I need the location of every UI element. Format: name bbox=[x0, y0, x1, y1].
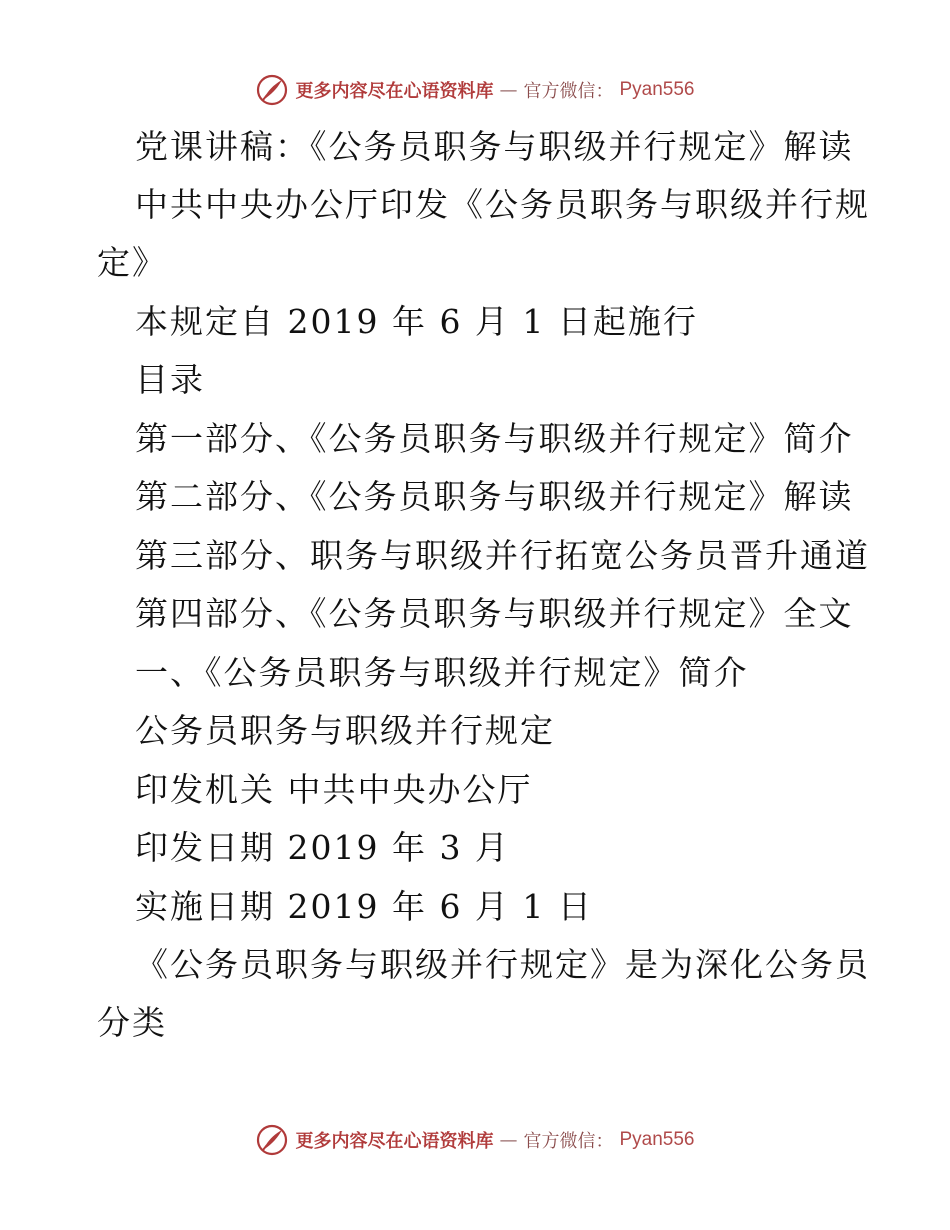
paragraph-line: 《公务员职务与职级并行规定》是为深化公务员 bbox=[135, 945, 870, 984]
paragraph-line: 印发机关 中共中央办公厅 bbox=[135, 770, 533, 809]
header-banner bbox=[0, 70, 950, 110]
quill-pen-logo-icon bbox=[255, 73, 289, 107]
banner-wechat-label: 官方微信： bbox=[523, 1131, 614, 1152]
banner-dash: — bbox=[499, 1129, 518, 1151]
banner-site-text: 更多内容尽在心语资料库 bbox=[295, 1131, 494, 1152]
quill-pen-logo-icon bbox=[255, 1123, 289, 1157]
toc-item: 第三部分、职务与职级并行拓宽公务员晋升通道 bbox=[135, 536, 870, 575]
toc-item: 第一部分、《公务员职务与职级并行规定》简介 bbox=[135, 419, 854, 458]
toc-heading: 目录 bbox=[135, 360, 205, 399]
paragraph-line: 公务员职务与职级并行规定 bbox=[135, 711, 555, 750]
paragraph-line: 中共中央办公厅印发《公务员职务与职级并行规 bbox=[135, 185, 870, 224]
document-title: 党课讲稿：《公务员职务与职级并行规定》解读 bbox=[135, 127, 854, 166]
paragraph-line: 印发日期 2019 年 3 月 bbox=[135, 828, 510, 867]
banner-wechat-id: Pyan556 bbox=[619, 79, 695, 100]
paragraph-line: 本规定自 2019 年 6 月 1 日起施行 bbox=[135, 302, 698, 341]
paragraph-line: 分类 bbox=[97, 1003, 167, 1042]
banner-site-text: 更多内容尽在心语资料库 bbox=[295, 81, 494, 102]
paragraph-line: 定》 bbox=[97, 243, 167, 282]
toc-item: 第二部分、《公务员职务与职级并行规定》解读 bbox=[135, 477, 854, 516]
banner-dash: — bbox=[499, 79, 518, 101]
banner-wechat-id: Pyan556 bbox=[619, 1129, 695, 1150]
section-heading: 一、《公务员职务与职级并行规定》简介 bbox=[135, 653, 749, 692]
banner-wechat-label: 官方微信： bbox=[523, 81, 614, 102]
footer-banner bbox=[0, 1120, 950, 1160]
paragraph-line: 实施日期 2019 年 6 月 1 日 bbox=[135, 887, 593, 926]
toc-item: 第四部分、《公务员职务与职级并行规定》全文 bbox=[135, 594, 854, 633]
